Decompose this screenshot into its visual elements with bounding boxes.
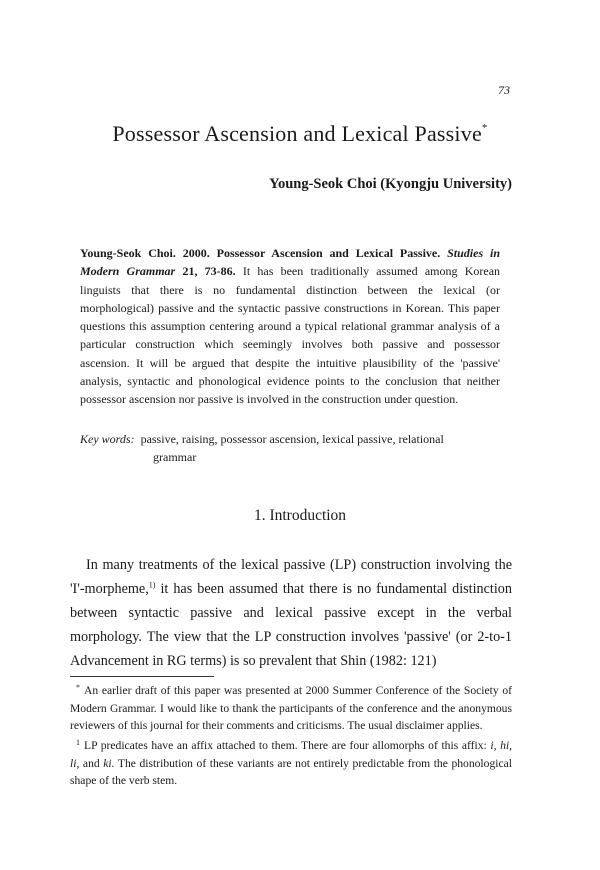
footnote-star-mark: *	[76, 683, 80, 692]
footnote-1-text-b: and	[82, 757, 100, 770]
abstract-text: It has been traditionally assumed among Korean linguists that there is no fundamental distinction between the lexical (or morphological) passive and the syntactic passive constructions in Korean. This paper questions this assumption centering around a typical relational grammar analysis of a particular construction which seemingly involves both passive and possessor ascension. It will be argued that despite the intuitive plausibility of the 'passive' analysis, syntactic and phonological evidence points to the conclusion that neither possessor ascension nor passive is involved in the construction under question.	[80, 264, 501, 407]
footnote-1-text-c: The distribution of these variants are not entirely predictable from the phonological shape of the verb stem.	[70, 757, 512, 787]
footnote-1-allomorph-last: ki.	[103, 757, 115, 770]
keywords-line-2: grammar	[153, 450, 197, 464]
abstract-journal: Studies in Modern Grammar	[80, 246, 500, 279]
keywords-line-1: passive, raising, possessor ascension, lexical passive, relational	[140, 432, 444, 446]
intro-text-rest: it has been assumed that there is no fundamental distinction between syntactic passive and lexical passive except in the verbal morphology. The view that the LP construction involves 'passive' (or 2-to-1 Advancement in RG terms) is so prevalent that Shin (1982: 121)	[70, 581, 512, 669]
footnote-1-mark: 1	[76, 738, 80, 747]
footnote-divider	[70, 676, 214, 677]
keywords-label: Key words:	[80, 432, 135, 446]
abstract-volume-pages: 21, 73-86.	[182, 264, 236, 279]
author-line: Young-Seok Choi (Kyongju University)	[269, 176, 512, 192]
footnote-1-allomorphs: i, hi, li,	[70, 739, 512, 770]
title-footnote-mark: *	[481, 121, 488, 134]
page-number: 73	[498, 83, 510, 97]
abstract-citation: Young-Seok Choi. 2000. Possessor Ascension and Lexical Passive.	[80, 246, 441, 260]
paper-title	[0, 121, 600, 147]
intro-text-start: In many treatments of the lexical passive (LP) construction involving the 'I'-morpheme,	[70, 557, 512, 597]
footnote-1-text-a: LP predicates have an affix attached to them. There are four allomorphs of this affix:	[84, 739, 487, 752]
footnote-star-text: An earlier draft of this paper was presented at 2000 Summer Conference of the Society of Modern Grammar. I would like to thank the participants of the conference and the anonymous reviewers of this journal for their comments and criticisms. The usual disclaimer applies.	[70, 684, 512, 732]
title-text: Possessor Ascension and Lexical Passive	[112, 121, 482, 146]
footnote-ref-1: 1)	[148, 580, 156, 590]
intro-paragraph	[70, 553, 512, 673]
section-heading: 1. Introduction	[253, 507, 347, 524]
footnote-1	[70, 737, 512, 789]
keywords	[80, 430, 500, 466]
footnotes	[70, 682, 512, 792]
footnote-star	[70, 682, 512, 734]
abstract	[80, 244, 500, 409]
